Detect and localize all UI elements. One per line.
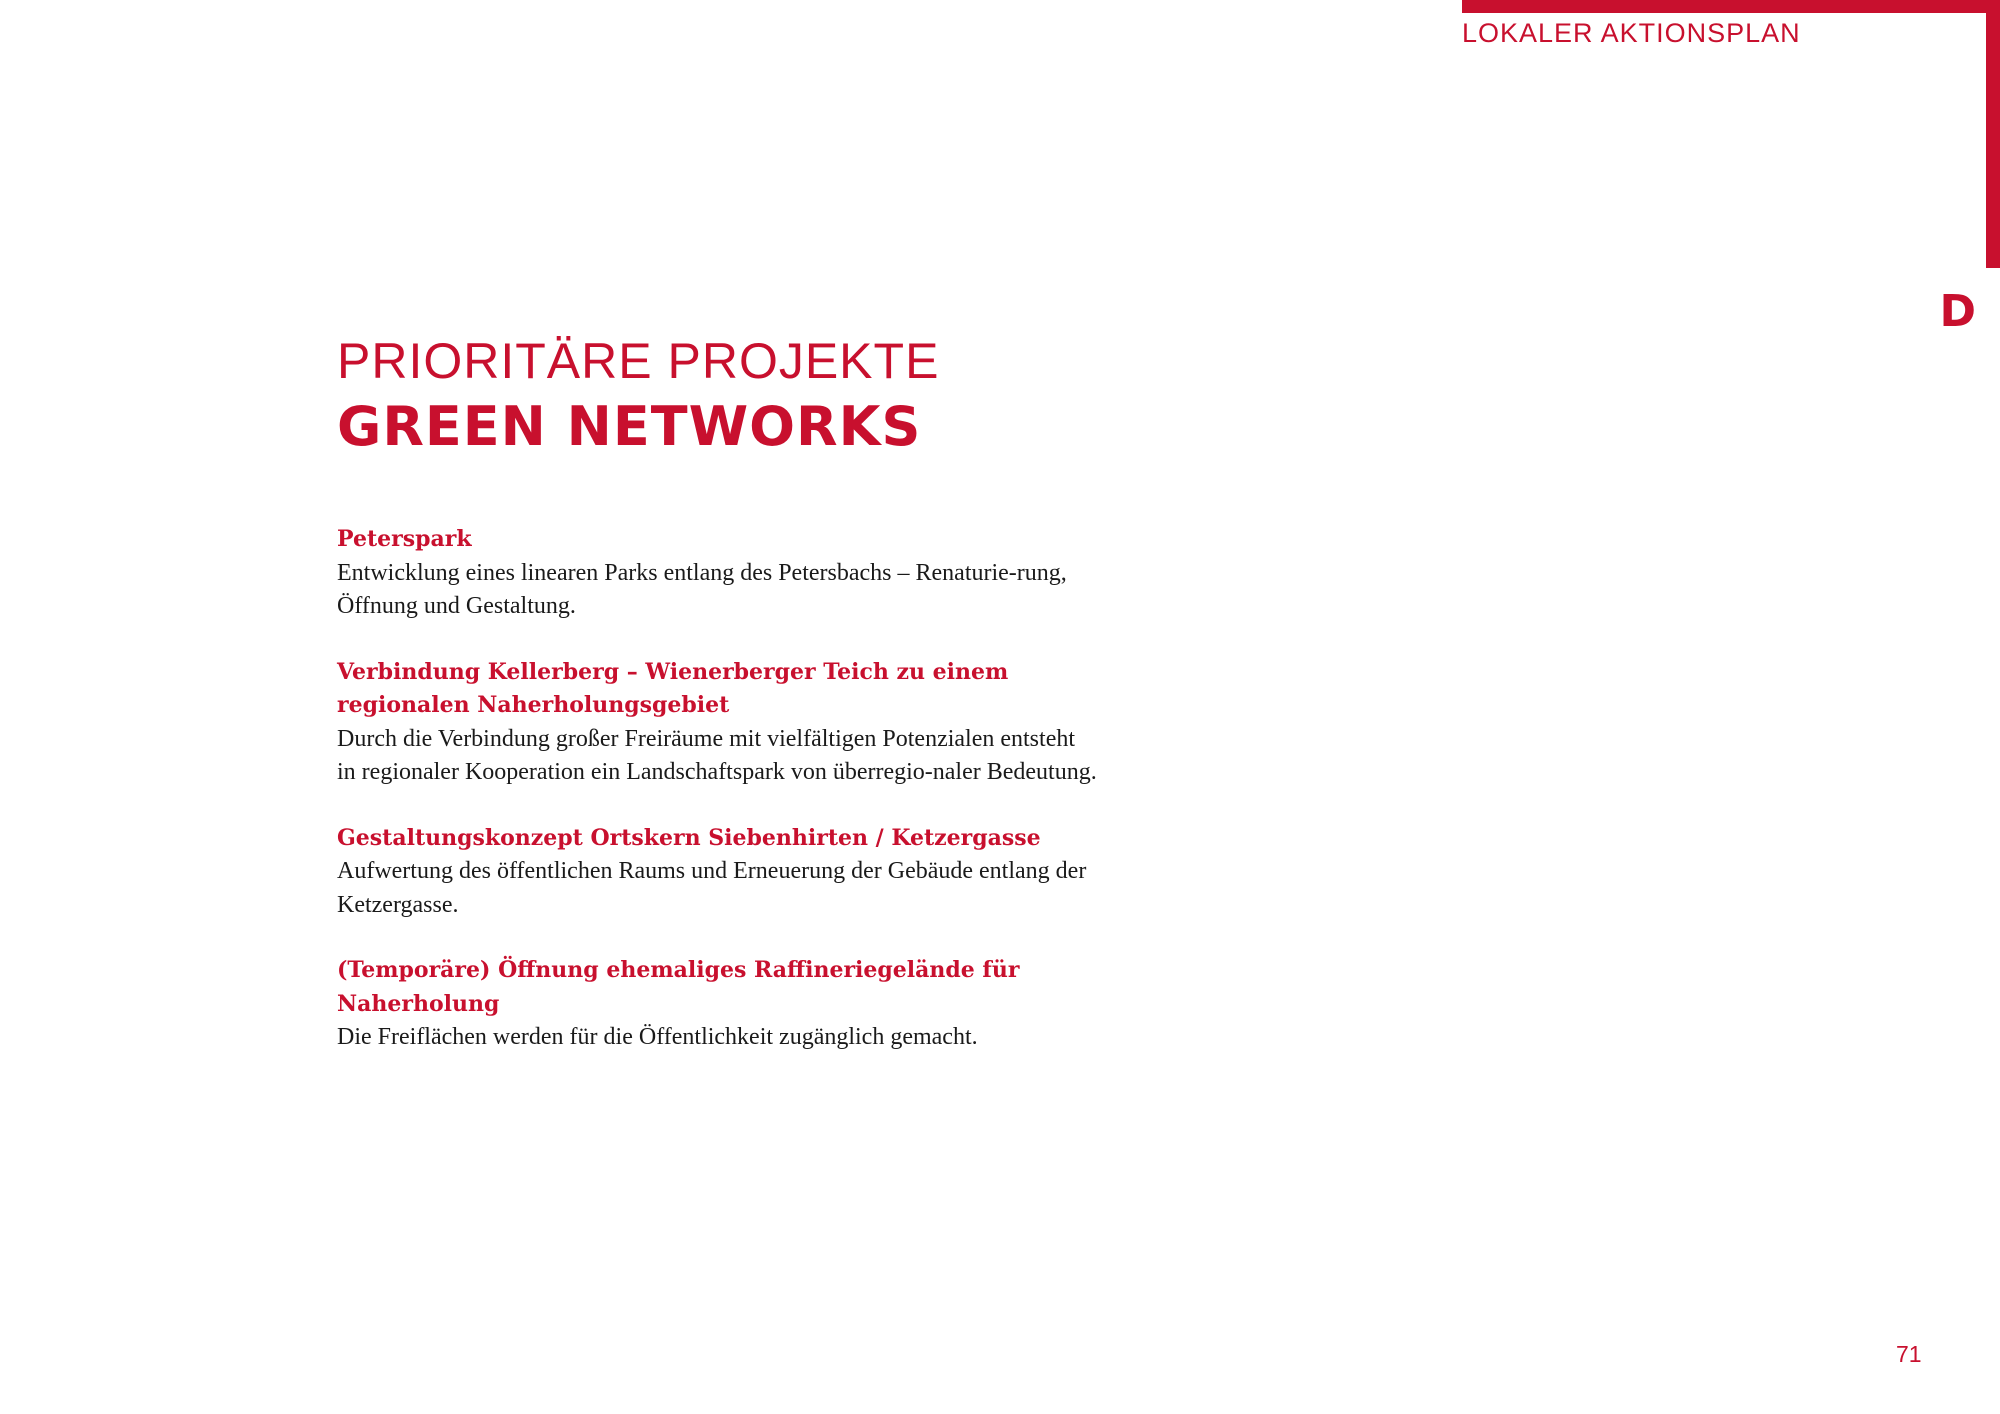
section-edge-bar — [1986, 0, 2000, 268]
section-marker: D — [1939, 286, 1976, 337]
project-item — [337, 523, 1097, 624]
project-item — [337, 656, 1097, 790]
project-description: Entwicklung eines linearen Parks entlang des Petersbachs – Renaturie-rung, Öffnung und Gestaltung. — [337, 559, 1067, 619]
page-title: GREEN NETWORKS — [337, 395, 922, 458]
running-head: LOKALER AKTIONSPLAN — [1462, 18, 1801, 48]
project-title: Verbindung Kellerberg – Wienerberger Teich zu einem regionalen Naherholungsgebiet — [337, 658, 1009, 718]
project-description: Die Freiflächen werden für die Öffentlichkeit zugänglich gemacht. — [337, 1024, 978, 1050]
project-title: Peterspark — [337, 526, 472, 552]
page-heading — [337, 332, 939, 464]
page-number: 71 — [1896, 1341, 1922, 1367]
page-subtitle: PRIORITÄRE PROJEKTE — [337, 333, 940, 389]
project-title: Gestaltungskonzept Ortskern Siebenhirten / Ketzergasse — [337, 824, 1041, 851]
project-list — [337, 523, 1097, 1087]
project-description: Aufwertung des öffentlichen Raums und Erneuerung der Gebäude entlang der Ketzergasse. — [337, 858, 1087, 918]
project-item — [337, 954, 1097, 1055]
header-accent-bar — [1462, 0, 2000, 13]
project-item — [337, 822, 1097, 923]
project-title: (Temporäre) Öffnung ehemaliges Raffineriegelände für Naherholung — [337, 957, 1020, 1017]
project-description: Durch die Verbindung großer Freiräume mit vielfältigen Potenzialen entsteht in regionaler Kooperation ein Landschaftspark von überregio-naler Bedeutung. — [337, 725, 1097, 785]
